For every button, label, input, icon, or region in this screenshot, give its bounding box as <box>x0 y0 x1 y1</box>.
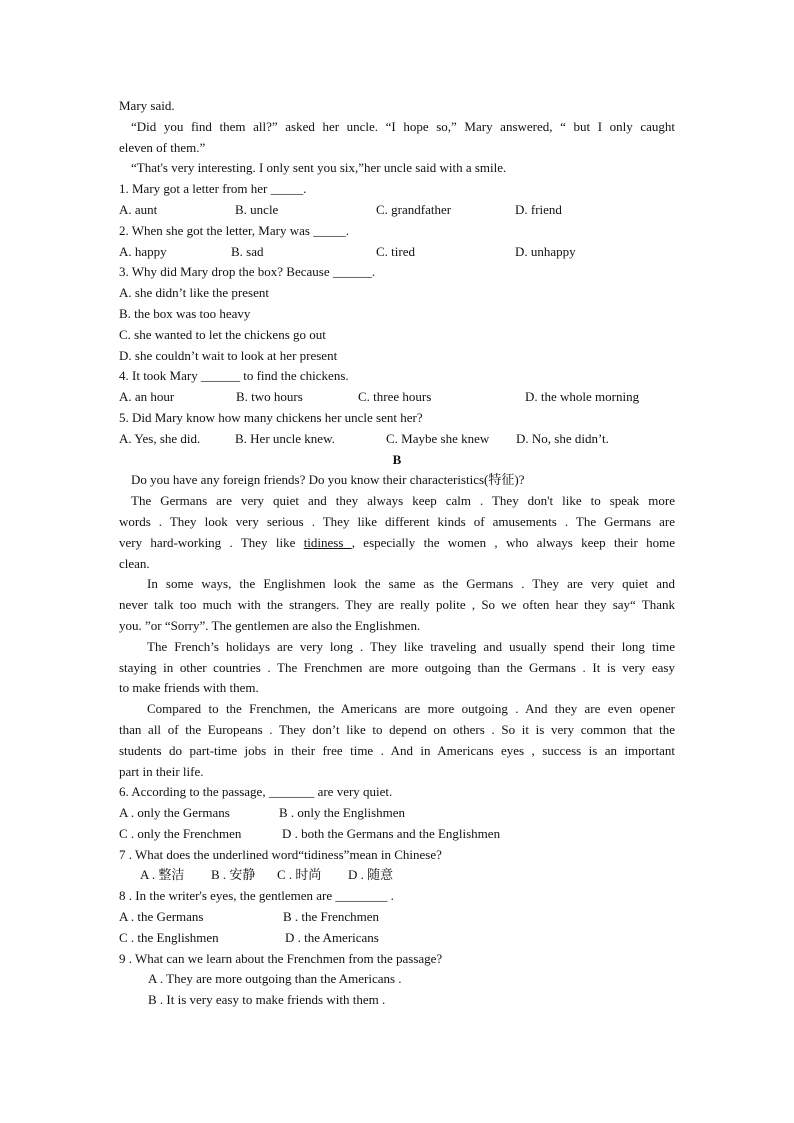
option-a: A . 整洁 <box>140 867 185 883</box>
passage-line: Compared to the Frenchmen, the Americans are more outgoing . And they are even opener <box>147 701 675 717</box>
question-8-options <box>119 907 675 928</box>
question-1-stem: 1. Mary got a letter from her _____. <box>119 181 307 197</box>
option-a: A. she didn’t like the present <box>119 285 269 301</box>
option-d: D. friend <box>515 201 562 217</box>
option-b: B. sad <box>231 243 264 259</box>
question-5-stem: 5. Did Mary know how many chickens her uncle sent her? <box>119 409 423 425</box>
passage-line: to make friends with them. <box>119 680 259 696</box>
passage-line: The French’s holidays are very long . They like traveling and usually spend their long time <box>147 638 675 654</box>
option-a: A. an hour <box>119 389 175 405</box>
question-2-options <box>119 242 675 263</box>
passage-line: Mary said. <box>119 98 175 113</box>
option-c: C. three hours <box>358 389 432 405</box>
option-c: C. Maybe she knew <box>386 430 490 446</box>
question-8-options <box>119 928 675 949</box>
question-4-stem: 4. It took Mary ______ to find the chickens. <box>119 368 349 384</box>
option-b: B. the box was too heavy <box>119 305 251 321</box>
option-a: A . the Germans <box>119 909 204 925</box>
option-d: D . 随意 <box>348 867 394 883</box>
text-span: very hard-working . They like <box>119 534 304 550</box>
option-c: C. she wanted to let the chickens go out <box>119 326 326 342</box>
question-6-options <box>119 824 675 845</box>
passage-line: eleven of them.” <box>119 139 206 155</box>
question-7-stem: 7 . What does the underlined word“tidiness”mean in Chinese? <box>119 846 442 862</box>
option-b: B . only the Englishmen <box>279 805 406 821</box>
option-d: D. she couldn’t wait to look at her present <box>119 347 338 363</box>
option-b: B. uncle <box>235 201 279 217</box>
question-5-options <box>119 429 675 450</box>
passage-line: than all of the Europeans . They don’t like to depend on others . So it is very common that the <box>119 721 675 737</box>
passage-line: you. ”or “Sorry”. The gentlemen are also the Englishmen. <box>119 617 421 633</box>
option-b: B . the Frenchmen <box>283 909 380 925</box>
option-c: C. tired <box>376 243 415 259</box>
passage-line: The Germans are very quiet and they always keep calm . They don't like to speak more <box>131 493 675 509</box>
passage-line: Do you have any foreign friends? Do you know their characteristics(特征)? <box>131 472 525 488</box>
passage-line: “Did you find them all?” asked her uncle. “I hope so,” Mary answered, “ but I only caught <box>131 118 675 134</box>
option-a: A . only the Germans <box>119 805 230 821</box>
option-b: B. Her uncle knew. <box>235 430 335 446</box>
question-1-options <box>119 200 675 221</box>
passage-line: never talk too much with the strangers. They are really polite , So we often hear they say“ Thank <box>119 597 675 613</box>
option-d: D . both the Germans and the Englishmen <box>282 825 501 841</box>
question-6-stem: 6. According to the passage, _______ are very quiet. <box>119 784 393 800</box>
question-8-stem: 8 . In the writer's eyes, the gentlemen are ________ . <box>119 888 394 904</box>
passage-line: clean. <box>119 555 150 571</box>
option-c: C . 时尚 <box>277 867 322 883</box>
passage-line <box>119 533 675 554</box>
passage-line: staying in other countries . The Frenchmen are more outgoing than the Germans . It is very easy <box>119 659 675 675</box>
question-9-stem: 9 . What can we learn about the Frenchmen from the passage? <box>119 950 443 966</box>
option-b: B . It is very easy to make friends with them . <box>148 992 386 1008</box>
option-c: C . the Englishmen <box>119 929 219 945</box>
document-page <box>119 96 675 1011</box>
option-b: B. two hours <box>236 389 303 405</box>
passage-line: “That's very interesting. I only sent you six,”her uncle said with a smile. <box>131 160 507 176</box>
question-2-stem: 2. When she got the letter, Mary was _____. <box>119 222 349 238</box>
option-a: A. happy <box>119 243 167 259</box>
option-b: B . 安静 <box>211 867 256 883</box>
passage-line: part in their life. <box>119 763 204 779</box>
option-a: A. Yes, she did. <box>119 430 201 446</box>
text-span: , especially the women , who always keep their home <box>351 534 675 550</box>
passage-line: words . They look very serious . They like different kinds of amusements . The Germans are <box>119 513 675 529</box>
section-heading: B <box>392 451 402 467</box>
question-7-options <box>119 865 675 886</box>
option-c: C. grandfather <box>376 201 452 217</box>
passage-line: In some ways, the Englishmen look the same as the Germans . They are very quiet and <box>147 576 675 592</box>
question-4-options <box>119 387 675 408</box>
option-d: D. the whole morning <box>525 389 640 405</box>
option-d: D . the Americans <box>285 929 379 945</box>
option-c: C . only the Frenchmen <box>119 825 242 841</box>
option-d: D. No, she didn’t. <box>516 430 609 446</box>
question-6-options <box>119 803 675 824</box>
option-d: D. unhappy <box>515 243 576 259</box>
passage-line: students do part-time jobs in their free time . And in Americans eyes , success is an important <box>119 742 675 758</box>
question-3-stem: 3. Why did Mary drop the box? Because ______. <box>119 264 376 280</box>
option-a: A. aunt <box>119 201 158 217</box>
underlined-word: tidiness <box>303 534 352 550</box>
option-a: A . They are more outgoing than the Americans . <box>148 971 402 987</box>
